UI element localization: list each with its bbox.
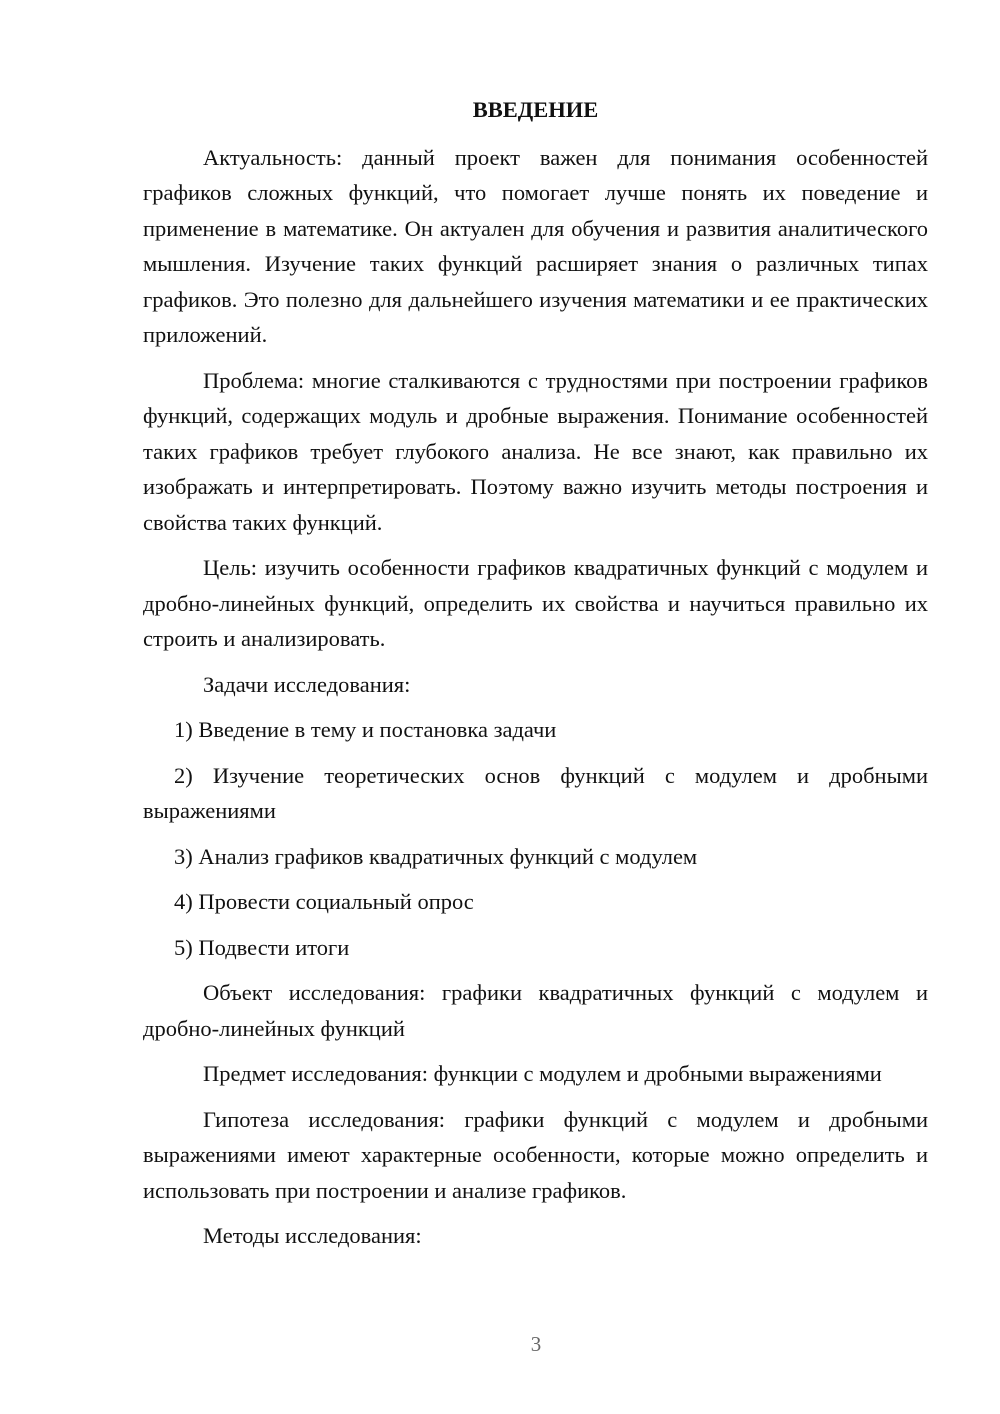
- paragraph-goal: Цель: изучить особенности графиков квадратичных функций с модулем и дробно-линейных функций, определить их свойства и научиться правильно их строить и анализировать.: [143, 555, 928, 651]
- page-title: ВВЕДЕНИЕ: [472, 97, 599, 122]
- paragraph-subject: Предмет исследования: функции с модулем и дробными выражениями: [203, 1061, 882, 1086]
- paragraph-object: Объект исследования: графики квадратичных функций с модулем и дробно-линейных функций: [143, 980, 928, 1041]
- page-number: 3: [530, 1332, 542, 1356]
- page-content: [143, 92, 928, 1264]
- paragraph-problem: Проблема: многие сталкиваются с трудностями при построении графиков функций, содержащих модуль и дробные выражения. Понимание особенностей таких графиков требует глубокого анализа. Не все знают, как правильно их изображать и интерпретировать. Поэтому важно изучить методы построения и свойства таких функций.: [143, 367, 928, 535]
- task-item-5: 5) Подвести итоги: [174, 934, 350, 960]
- paragraph-hypothesis: Гипотеза исследования: графики функций с модулем и дробными выражениями имеют характерные особенности, которые можно определить и использовать при построении и анализе графиков.: [143, 1106, 928, 1203]
- paragraph-relevance: Актуальность: данный проект важен для понимания особенностей графиков сложных функций, что помогает лучше понять их поведение и применение в математике. Он актуален для обучения и развития аналитического мышления. Изучение таких функций расширяет знания о различных типах графиков. Это полезно для дальнейшего изучения математики и ее практических приложений.: [143, 144, 928, 347]
- task-item-3: 3) Анализ графиков квадратичных функций с модулем: [174, 843, 698, 869]
- methods-heading: Методы исследования:: [203, 1223, 422, 1248]
- task-item-4: 4) Провести социальный опрос: [174, 889, 474, 914]
- tasks-heading: Задачи исследования:: [203, 671, 411, 697]
- task-item-2: 2) Изучение теоретических основ функций с модулем и дробными выражениями: [143, 762, 928, 823]
- task-item-1: 1) Введение в тему и постановка задачи: [174, 717, 557, 742]
